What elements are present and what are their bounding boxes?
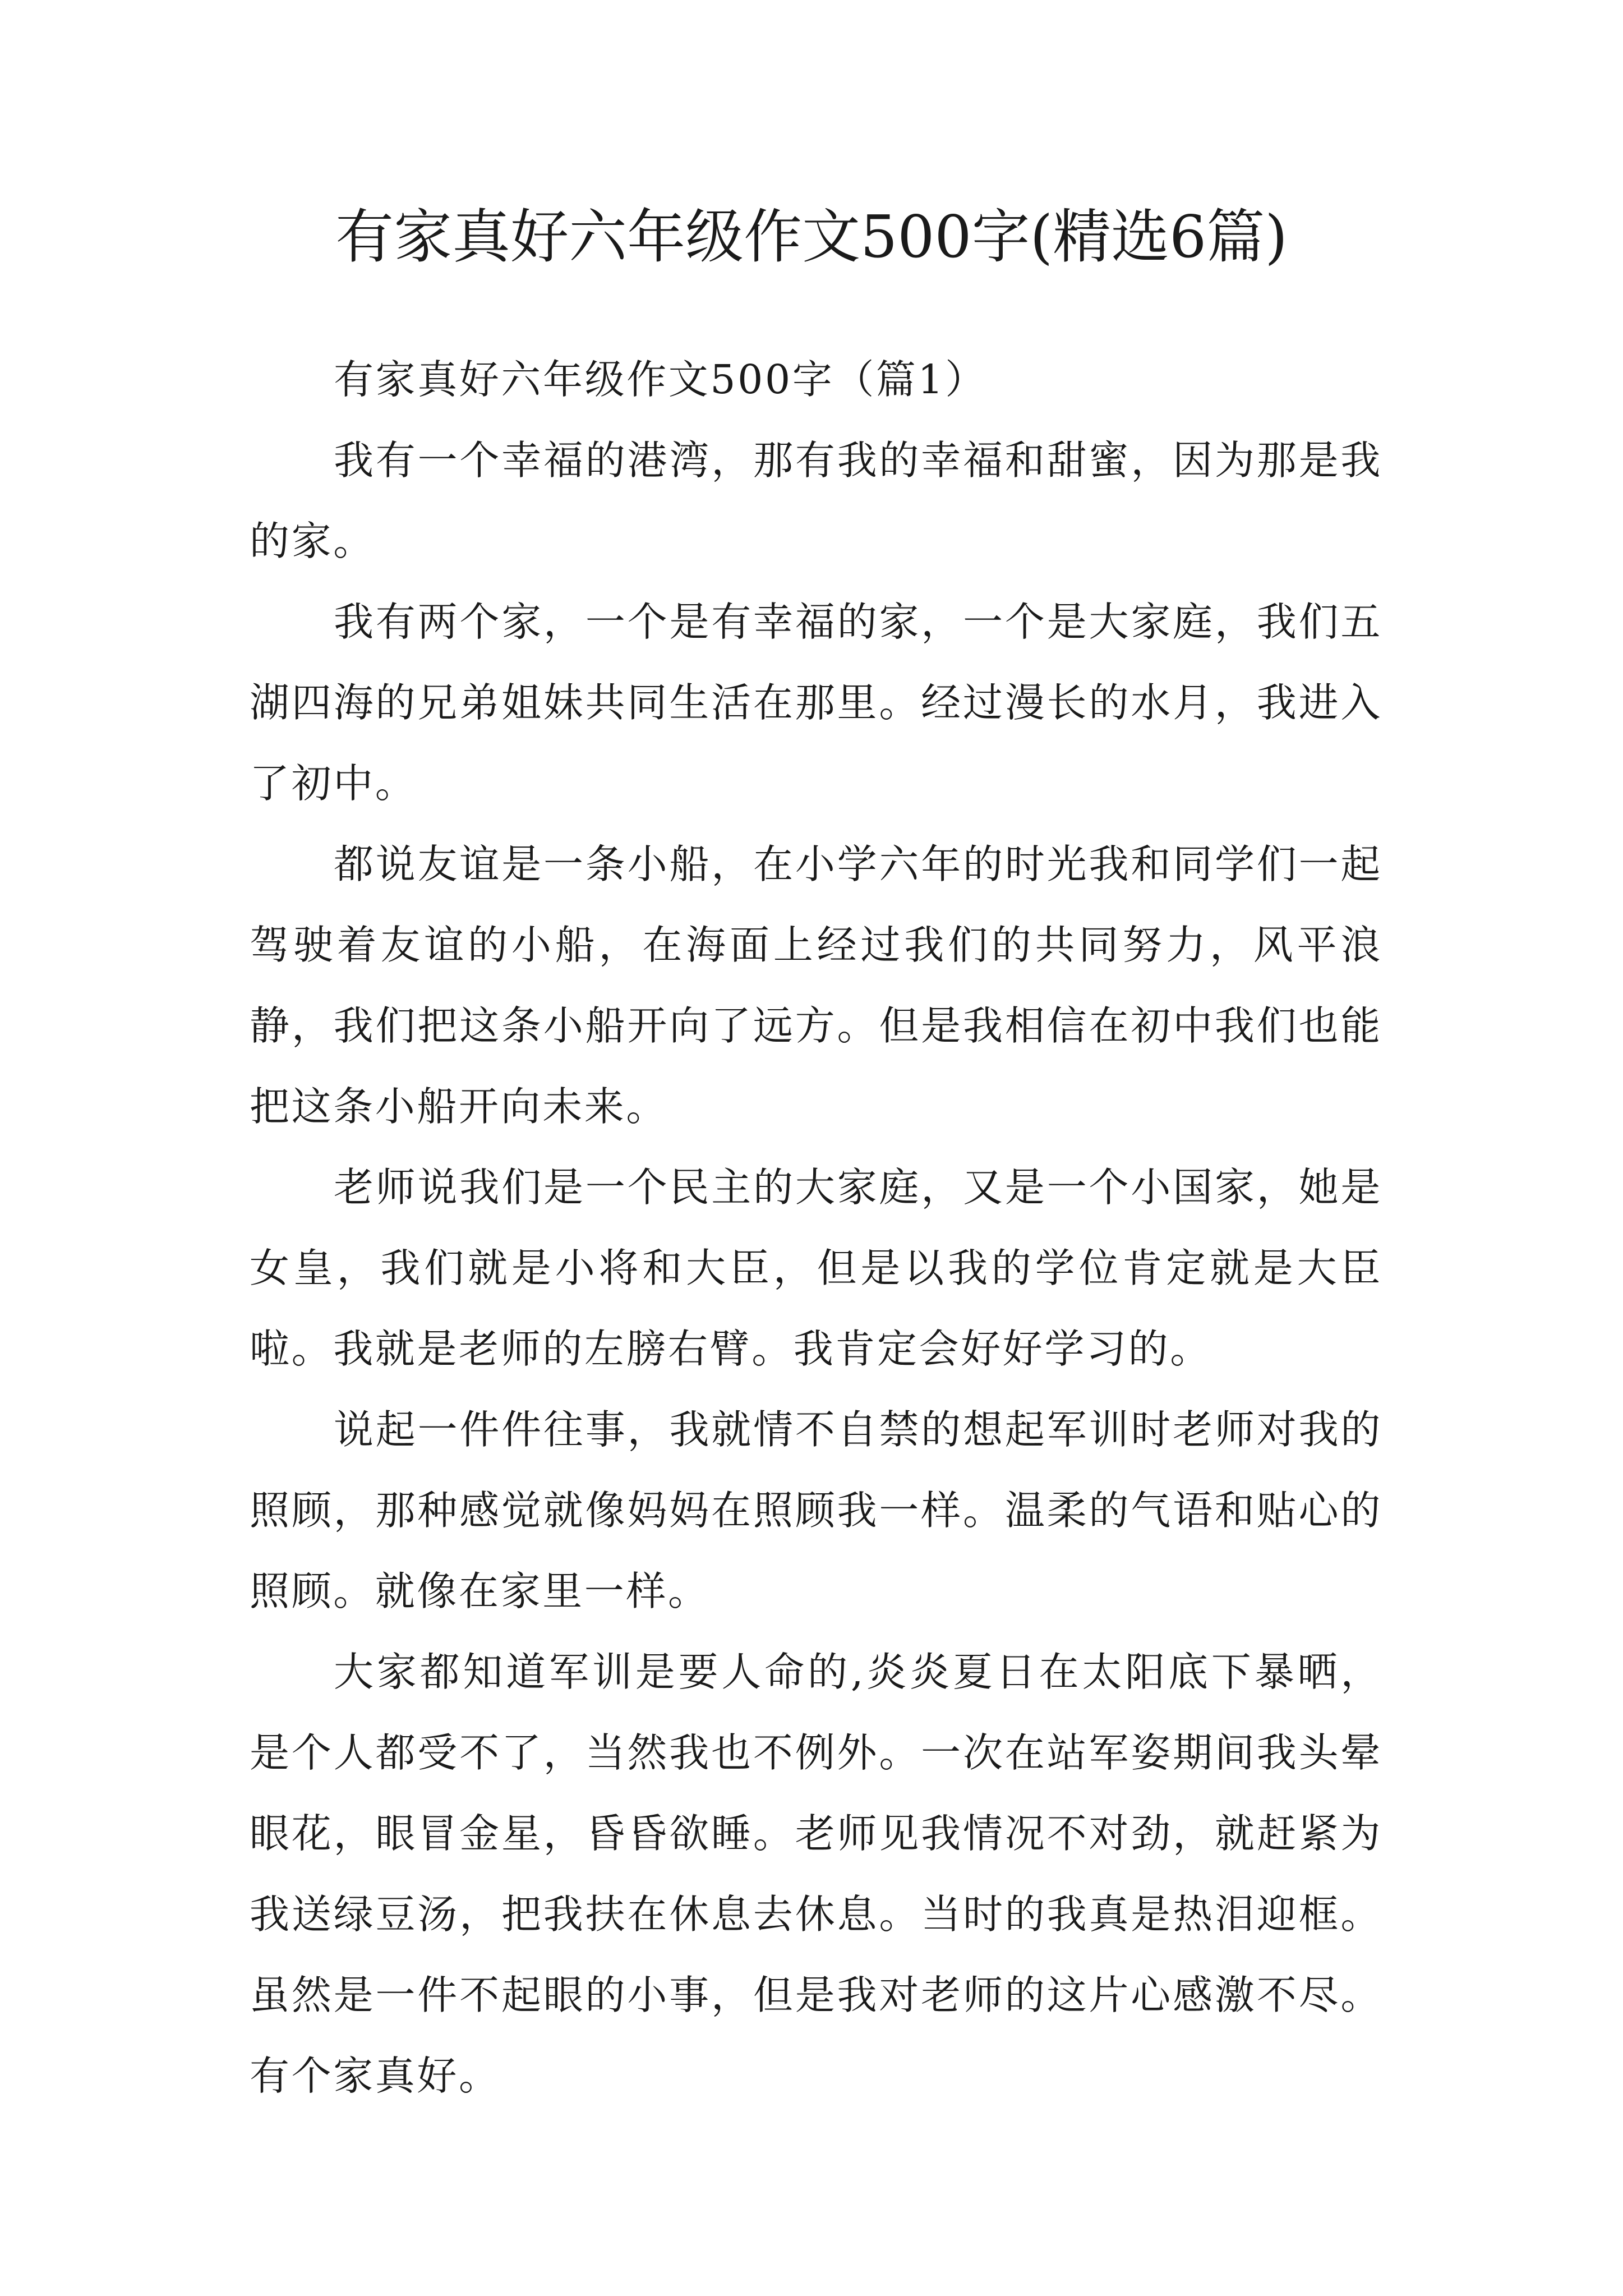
document-title: 有家真好六年级作文500字(精选6篇): [335, 203, 1288, 271]
section-heading: 有家真好六年级作文500字（篇1）: [334, 356, 987, 403]
paragraph: 我有两个家，一个是有幸福的家，一个是大家庭，我们五湖四海的兄弟姐妹共同生活在那里。经过漫长的水月，我进入了初中。: [250, 599, 1382, 807]
document-body: [250, 339, 1382, 2116]
paragraph: 大家都知道军训是要人命的,炎炎夏日在太阳底下暴晒，是个人都受不了，当然我也不例外。一次在站军姿期间我头晕眼花，眼冒金星，昏昏欲睡。老师见我情况不对劲，就赶紧为我送绿豆汤，把我扶在休息去休息。当时的我真是热泪迎框。虽然是一件不起眼的小事，但是我对老师的这片心感激不尽。有个家真好。: [250, 1649, 1382, 2099]
paragraph: 说起一件件往事，我就情不自禁的想起军训时老师对我的照顾，那种感觉就像妈妈在照顾我一样。温柔的气语和贴心的照顾。就像在家里一样。: [250, 1406, 1382, 1614]
paragraph: 都说友谊是一条小船，在小学六年的时光我和同学们一起驾驶着友谊的小船，在海面上经过我们的共同努力，风平浪静，我们把这条小船开向了远方。但是我相信在初中我们也能把这条小船开向未来。: [250, 841, 1382, 1130]
paragraph: 我有一个幸福的港湾，那有我的幸福和甜蜜，因为那是我的家。: [250, 437, 1382, 564]
paragraph: 老师说我们是一个民主的大家庭，又是一个小国家，她是女皇，我们就是小将和大臣，但是以我的学位肯定就是大臣啦。我就是老师的左膀右臂。我肯定会好好学习的。: [250, 1164, 1382, 1372]
